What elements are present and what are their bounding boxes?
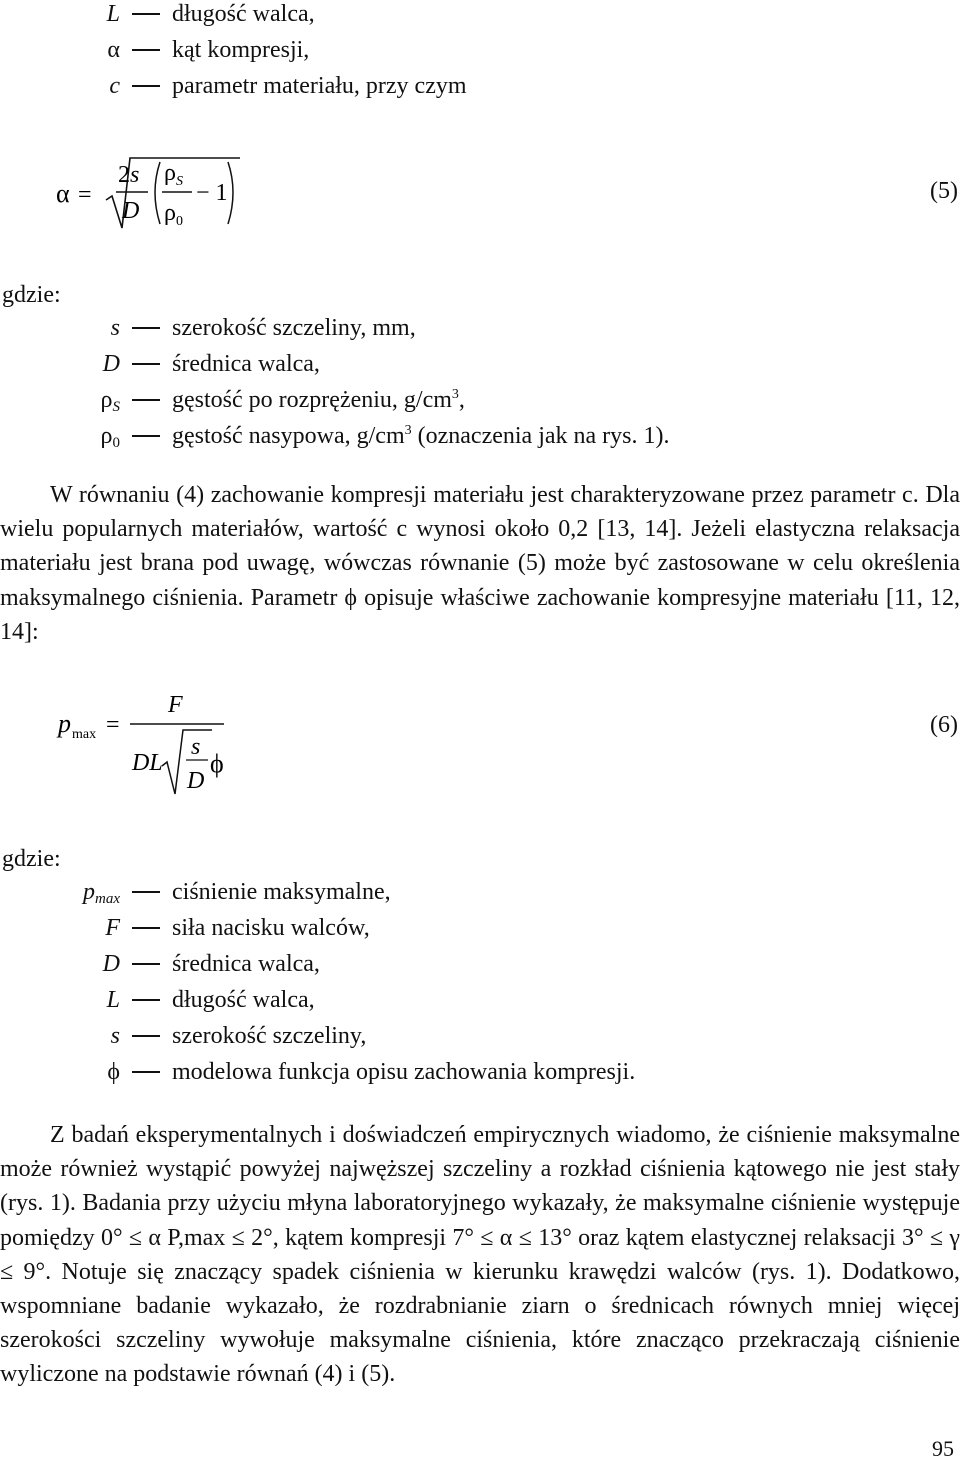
- definition-text: modelowa funkcja opisu zachowania kompresji.: [172, 1059, 636, 1085]
- definition-dash: [132, 999, 160, 1001]
- definition-symbol: $\rho_S$: [100, 387, 120, 415]
- definition-text: siła nacisku walców,: [172, 915, 370, 941]
- definition-text: gęstość po rozprężeniu, $g/cm^3$,: [172, 387, 465, 413]
- definition-row: [0, 418, 960, 454]
- definition-text: kąt kompresji,: [172, 37, 310, 63]
- inner-D: D: [187, 768, 205, 794]
- definition-row: [0, 0, 960, 32]
- definition-symbol: D: [102, 951, 120, 977]
- definition-symbol: L: [106, 987, 120, 1013]
- definition-dash: [132, 1035, 160, 1037]
- definition-row: [0, 1054, 960, 1090]
- definition-dash: [132, 327, 160, 329]
- paragraph-2-text: Z badań eksperymentalnych i doświadczeń empirycznych wiadomo, że ciśnienie maksymalne może również wystąpić powyżej najwęższej szczeliny a rozkład ciśnienia kątowego nie jest stały (rys. 1). Badania przy użyciu młyna laboratoryjnego wykazały, że maksymalne ciśnienie występuje pomiędzy 0° ≤ α P,max ≤ 2°, kątem kompresji 7° ≤ α ≤ 13° oraz kątem elastycznej relaksacji 3° ≤ γ ≤ 9°. Notuje się znaczący spadek ciśnienia w kierunku krawędzi walców (rys. 1). Dodatkowo, wspomniane badanie wykazało, że rozdrabnianie ziarn o średnicach równych mniej więcej szerokości szczeliny wywołuje maksymalne ciśnienia, które znacząco przekraczają ciśnienie wyliczone na podstawie równań (4) i (5).: [0, 1122, 960, 1388]
- definition-symbol: $p_{max}$: [83, 879, 120, 907]
- denominator-D: D: [122, 198, 140, 224]
- definition-row: [0, 982, 960, 1018]
- right-parenthesis: [228, 162, 233, 224]
- definition-dash: [132, 963, 160, 965]
- equation-6-number: (6): [930, 712, 958, 738]
- definition-symbol: c: [109, 73, 120, 99]
- paragraph-1: [0, 478, 960, 649]
- definition-text: średnica walca,: [172, 951, 320, 977]
- definition-text: ciśnienie maksymalne,: [172, 879, 391, 905]
- definition-dash: [132, 1071, 160, 1073]
- definition-text: szerokość szczeliny,: [172, 1023, 367, 1049]
- definition-row: [0, 68, 960, 104]
- DL: DL: [132, 750, 163, 776]
- left-parenthesis: [155, 162, 160, 224]
- definition-row: [0, 382, 960, 418]
- definition-symbol: F: [105, 915, 120, 941]
- numerator-F: F: [168, 692, 183, 718]
- paragraph-2: [0, 1118, 960, 1392]
- definition-dash: [132, 85, 160, 87]
- definition-symbol: α: [107, 37, 120, 63]
- definition-symbol: D: [102, 351, 120, 377]
- top-definitions: [0, 0, 960, 104]
- alpha-symbol: α: [56, 179, 70, 208]
- paragraph-1-text: W równaniu (4) zachowanie kompresji materiału jest charakteryzowane przez parametr c. Dla wielu popularnych materiałów, wartość c wynosi około 0,2 [13, 14]. Jeżeli elastyczna relaksacja materiału jest brana pod uwagę, wówczas równanie (5) może być zastosowane w celu określenia maksymalnego ciśnienia. Parametr ϕ opisuje właściwe zachowanie kompresyjne materiału [11, 12, 14]:: [0, 482, 960, 645]
- equals-sign: =: [106, 712, 120, 738]
- definition-dash: [132, 13, 160, 15]
- definition-text: parametr materiału, przy czym: [172, 73, 467, 99]
- page-number: 95: [932, 1436, 954, 1461]
- equation-5-formula: [50, 140, 250, 240]
- p-symbol: p: [58, 709, 71, 738]
- definition-text: gęstość nasypowa, $g/cm^3$ (oznaczenia jak na rys. 1).: [172, 423, 670, 449]
- definition-text: średnica walca,: [172, 351, 320, 377]
- definition-dash: [132, 927, 160, 929]
- definition-row: [0, 346, 960, 382]
- definition-text: długość walca,: [172, 987, 315, 1013]
- definition-dash: [132, 399, 160, 401]
- definition-symbol: $\rho_0$: [100, 423, 120, 451]
- numerator-2s: 2s: [118, 162, 140, 188]
- definition-symbol: s: [110, 315, 120, 341]
- rho-s: $\rho_S$: [164, 160, 183, 189]
- definition-row: [0, 946, 960, 982]
- definition-dash: [132, 435, 160, 437]
- inner-s: s: [191, 734, 201, 760]
- definition-row: [0, 1018, 960, 1054]
- equation-5-number: (5): [930, 178, 958, 204]
- rho-0: $\rho_0$: [164, 200, 183, 229]
- definition-symbol: L: [106, 1, 120, 27]
- where-label: gdzie:: [2, 282, 61, 308]
- max-subscript: max: [72, 727, 97, 742]
- equation-5-definitions: [0, 310, 960, 454]
- definition-dash: [132, 49, 160, 51]
- minus-one: − 1: [196, 180, 228, 206]
- equation-6-formula: [52, 686, 252, 806]
- definition-dash: [132, 891, 160, 893]
- definition-row: [0, 874, 960, 910]
- equals-sign: =: [78, 182, 92, 208]
- definition-row: [0, 310, 960, 346]
- definition-symbol: ϕ: [107, 1059, 120, 1085]
- phi-symbol: ϕ: [210, 749, 224, 778]
- definition-text: długość walca,: [172, 1, 315, 27]
- definition-row: [0, 910, 960, 946]
- definition-text: szerokość szczeliny, mm,: [172, 315, 416, 341]
- definition-symbol: s: [110, 1023, 120, 1049]
- definition-dash: [132, 363, 160, 365]
- equation-6-definitions: [0, 874, 960, 1090]
- where-label: gdzie:: [2, 846, 61, 872]
- definition-row: [0, 32, 960, 68]
